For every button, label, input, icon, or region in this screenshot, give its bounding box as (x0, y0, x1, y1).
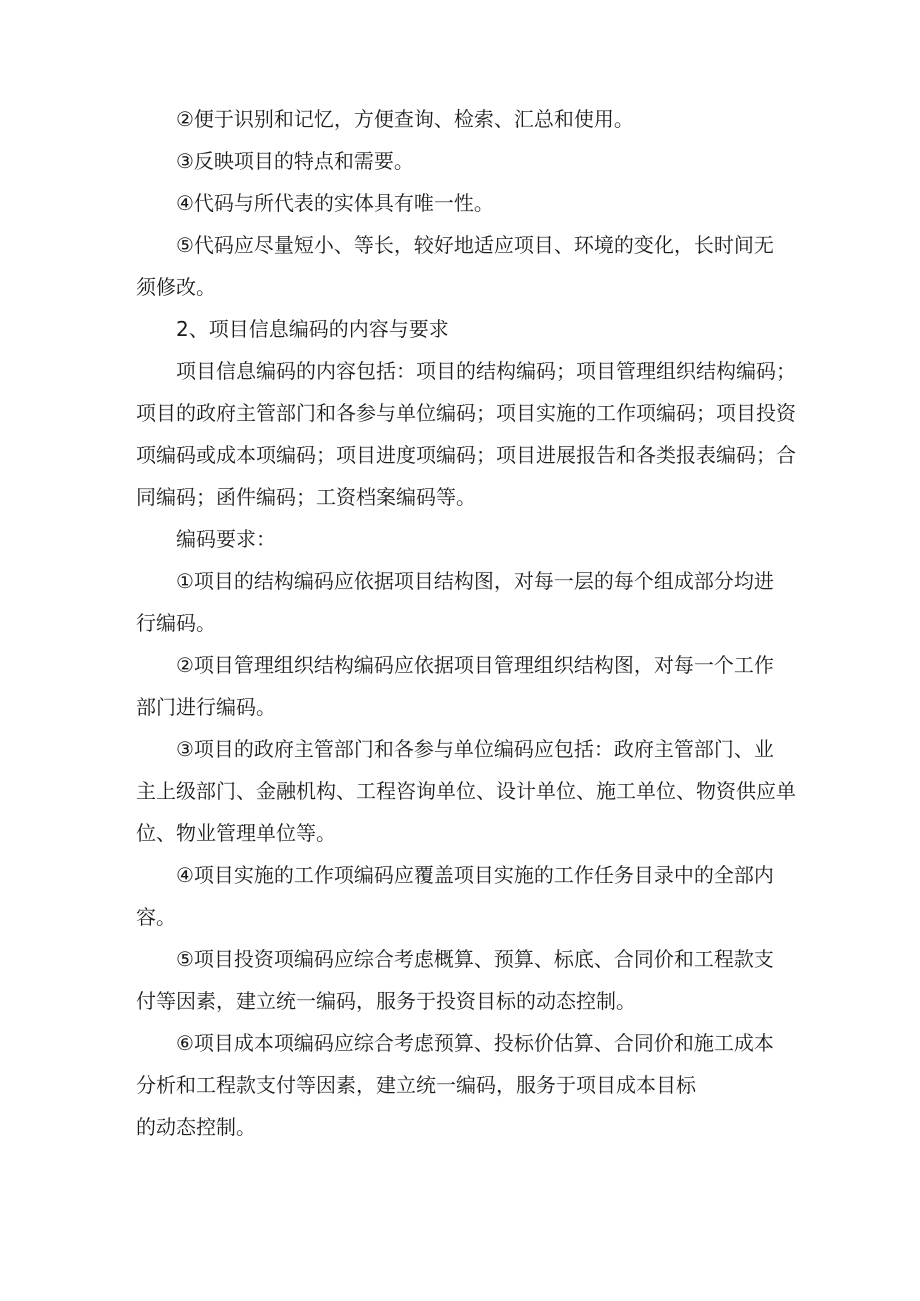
paragraph (136, 728, 796, 854)
paragraph (136, 938, 788, 1022)
paragraph-line: ②项目管理组织结构编码应依据项目管理组织结构图，对每一个工作 (176, 653, 774, 677)
paragraph-line: 分析和工程款支付等因素，建立统一编码，服务于项目成本目标 (136, 1073, 696, 1097)
paragraph-line: 部门进行编码。 (136, 695, 276, 719)
paragraph-line: 项编码或成本项编码；项目进度项编码；项目进展报告和各类报表编码；合 (136, 443, 796, 467)
paragraph-line: 须修改。 (136, 275, 216, 299)
paragraph-line: ⑥项目成本项编码应综合考虑预算、投标价估算、合同价和施工成本 (176, 1031, 774, 1055)
paragraph (136, 98, 788, 140)
paragraph (136, 518, 788, 560)
paragraph (136, 560, 788, 644)
paragraph-line: 主上级部门、金融机构、工程咨询单位、设计单位、施工单位、物资供应单 (136, 779, 796, 803)
paragraph-line: 行编码。 (136, 611, 216, 635)
paragraph-line: 位、物业管理单位等。 (136, 821, 336, 845)
paragraph (136, 308, 788, 350)
paragraph (136, 224, 788, 308)
paragraph (136, 350, 796, 518)
paragraph (136, 854, 788, 938)
paragraph-line: ②便于识别和记忆，方便查询、检索、汇总和使用。 (176, 107, 634, 131)
paragraph (136, 182, 788, 224)
paragraph-line: 同编码；函件编码；工资档案编码等。 (136, 485, 476, 509)
paragraph-line: ③项目的政府主管部门和各参与单位编码应包括：政府主管部门、业 (176, 737, 774, 761)
paragraph-line: 容。 (136, 905, 176, 929)
document-body (136, 98, 796, 1148)
paragraph (136, 140, 788, 182)
paragraph-line: 付等因素，建立统一编码，服务于投资目标的动态控制。 (136, 989, 636, 1013)
paragraph (136, 1022, 788, 1148)
paragraph-line: 项目信息编码的内容包括：项目的结构编码；项目管理组织结构编码； (176, 359, 796, 383)
paragraph (136, 644, 788, 728)
paragraph-line: 编码要求： (176, 527, 276, 551)
paragraph-line: ⑤代码应尽量短小、等长，较好地适应项目、环境的变化，长时间无 (176, 233, 774, 257)
paragraph-line: 2、项目信息编码的内容与要求 (176, 317, 449, 341)
paragraph-line: 的动态控制。 (136, 1115, 256, 1139)
paragraph-line: ④项目实施的工作项编码应覆盖项目实施的工作任务目录中的全部内 (176, 863, 774, 887)
paragraph-line: ①项目的结构编码应依据项目结构图，对每一层的每个组成部分均进 (176, 569, 774, 593)
paragraph-line: ③反映项目的特点和需要。 (176, 149, 414, 173)
paragraph-line: ⑤项目投资项编码应综合考虑概算、预算、标底、合同价和工程款支 (176, 947, 774, 971)
paragraph-line: ④代码与所代表的实体具有唯一性。 (176, 191, 494, 215)
paragraph-line: 项目的政府主管部门和各参与单位编码；项目实施的工作项编码；项目投资 (136, 401, 796, 425)
